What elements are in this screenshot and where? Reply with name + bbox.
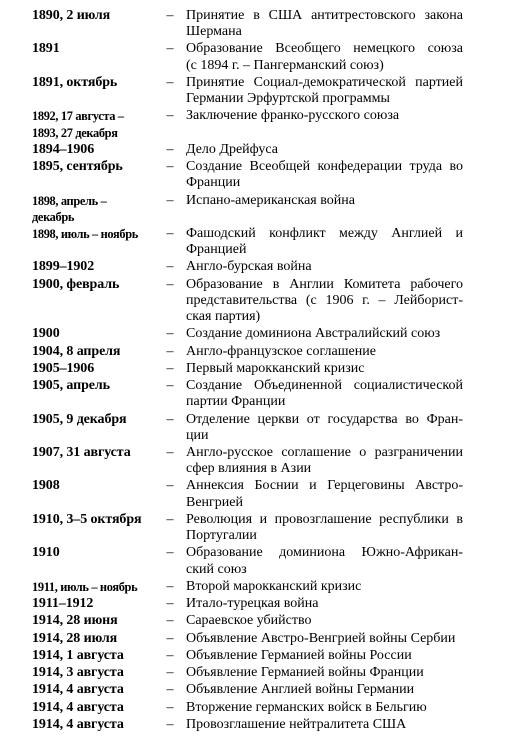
event-line: ский союз	[186, 561, 247, 577]
event-date: 1905, 9 декабря	[32, 411, 127, 427]
separator-dash: –	[166, 225, 174, 241]
event-description	[186, 717, 463, 733]
event-date: 1904, 8 апреля	[32, 343, 121, 359]
event-description	[186, 512, 463, 544]
event-date: 1911–1912	[32, 596, 94, 612]
event-description	[186, 631, 463, 647]
event-description	[186, 648, 463, 664]
event-date: 1914, 4 августа	[32, 716, 124, 732]
separator-dash: –	[166, 613, 174, 629]
separator-dash: –	[166, 578, 174, 594]
event-date: 1892, 17 августа – 1893, 27 декабря	[32, 109, 124, 140]
event-description	[186, 682, 463, 698]
chronology-row	[0, 648, 511, 664]
chronology-row	[0, 259, 511, 275]
event-date: 1914, 28 июня	[32, 613, 118, 629]
separator-dash: –	[166, 276, 174, 292]
chronology-row	[0, 613, 511, 629]
separator-dash: –	[166, 259, 174, 275]
event-line: Создание доминиона Австралийский союз	[186, 326, 441, 342]
chronology-row	[0, 8, 511, 40]
chronology-row	[0, 717, 511, 733]
event-description	[186, 596, 463, 612]
chronology-row	[0, 142, 511, 158]
chronology-row	[0, 326, 511, 342]
event-date: 1891	[32, 41, 60, 57]
chronology-row	[0, 108, 511, 140]
event-date: 1895, сентябрь	[32, 159, 123, 175]
event-line: Создание Объединенной социалистической	[186, 378, 463, 394]
event-line: Объявление Англией войны Германии	[186, 682, 415, 698]
event-line: Англо-русское соглашение о разграничении	[186, 444, 463, 460]
event-date: 1894–1906	[32, 141, 95, 157]
event-description	[186, 700, 463, 716]
event-line: Первый марокканский кризис	[186, 360, 365, 376]
event-date: 1907, 31 августа	[32, 444, 131, 460]
event-description	[186, 344, 463, 360]
event-description	[186, 445, 463, 477]
chronology-row	[0, 596, 511, 612]
event-line: Сараевское убийство	[186, 613, 312, 629]
separator-dash: –	[166, 378, 174, 394]
event-date: 1905–1906	[32, 360, 95, 376]
event-description	[186, 159, 463, 191]
separator-dash: –	[166, 716, 174, 732]
event-description	[186, 75, 463, 107]
separator-dash: –	[166, 108, 174, 124]
event-date: 1891, октябрь	[32, 74, 118, 90]
separator-dash: –	[166, 141, 174, 157]
chronology-row	[0, 412, 511, 444]
separator-dash: –	[166, 478, 174, 494]
event-date: 1914, 3 августа	[32, 665, 124, 681]
event-description	[186, 259, 463, 275]
event-line: Принятие в США антитрестовского закона	[186, 8, 463, 23]
separator-dash: –	[166, 41, 174, 57]
event-line: (с 1894 г. – Пангерманский союз)	[186, 57, 384, 73]
event-line: Вторжение германских войск в Бельгию	[186, 699, 427, 715]
event-line: Образование Всеобщего немецкого союза	[186, 41, 463, 57]
chronology-row	[0, 682, 511, 698]
event-date: 1914, 4 августа	[32, 699, 124, 715]
chronology-row	[0, 193, 511, 225]
event-line: Создание Всеобщей конфедерации труда во	[186, 159, 463, 175]
chronology-row	[0, 159, 511, 191]
chronology-row	[0, 665, 511, 681]
event-line: Фашодский конфликт между Англией и	[186, 225, 463, 241]
event-line: Заключение франко-русского союза	[186, 108, 400, 124]
separator-dash: –	[166, 343, 174, 359]
chronology-row	[0, 75, 511, 107]
event-date: 1905, апрель	[32, 378, 110, 394]
separator-dash: –	[166, 326, 174, 342]
event-date: 1890, 2 июля	[32, 8, 111, 23]
separator-dash: –	[166, 596, 174, 612]
event-line: Англо-бурская война	[186, 259, 312, 275]
event-description	[186, 277, 463, 326]
chronology-row	[0, 700, 511, 716]
chronology-row	[0, 545, 511, 577]
separator-dash: –	[166, 682, 174, 698]
separator-dash: –	[166, 159, 174, 175]
separator-dash: –	[166, 444, 174, 460]
separator-dash: –	[166, 360, 174, 376]
event-line: Образование в Англии Комитета рабочего	[186, 276, 463, 292]
chronology-table	[0, 8, 511, 733]
chronology-row	[0, 512, 511, 544]
event-line: представительства (с 1906 г. – Лейборист-	[186, 292, 463, 308]
event-date: 1910	[32, 545, 60, 561]
chronology-row	[0, 478, 511, 510]
event-line: Португалии	[186, 528, 257, 544]
chronology-row	[0, 41, 511, 73]
event-line: Итало-турецкая война	[186, 596, 319, 612]
separator-dash: –	[166, 74, 174, 90]
event-line: Образование доминиона Южно-Африкан-	[186, 545, 463, 561]
event-line: Англо-французское соглашение	[186, 343, 376, 359]
event-description	[186, 665, 463, 681]
separator-dash: –	[166, 665, 174, 681]
event-line: Испано-американская война	[186, 192, 355, 208]
separator-dash: –	[166, 630, 174, 646]
event-description	[186, 8, 463, 40]
event-date: 1910, 3–5 октября	[32, 511, 142, 527]
event-description	[186, 613, 463, 629]
separator-dash: –	[166, 192, 174, 208]
event-line: ции	[186, 427, 209, 443]
event-date: 1908	[32, 478, 60, 494]
event-line: Аннексия Боснии и Герцеговины Австро-	[186, 478, 463, 494]
event-description	[186, 378, 463, 410]
event-line: партии Франции	[186, 394, 286, 410]
separator-dash: –	[166, 8, 174, 23]
chronology-row	[0, 631, 511, 647]
event-line: Германии Эрфуртской программы	[186, 91, 390, 107]
event-line: Второй марокканский кризис	[186, 578, 362, 594]
event-description	[186, 226, 463, 258]
event-description	[186, 142, 463, 158]
separator-dash: –	[166, 545, 174, 561]
event-date: 1900	[32, 326, 60, 342]
chronology-row	[0, 445, 511, 477]
event-date: 1900, февраль	[32, 276, 120, 292]
chronology-row	[0, 378, 511, 410]
event-description	[186, 478, 463, 510]
event-description	[186, 41, 463, 73]
event-line: Шермана	[186, 24, 242, 40]
event-description	[186, 579, 463, 595]
event-date: 1914, 4 августа	[32, 682, 124, 698]
event-description	[186, 361, 463, 377]
event-line: Революция и провозглашение республики в	[186, 511, 463, 527]
event-date: 1898, апрель – декабрь	[32, 193, 107, 224]
event-date: 1898, июль – ноябрь	[32, 226, 138, 241]
event-line: Венгрией	[186, 494, 243, 510]
separator-dash: –	[166, 699, 174, 715]
chronology-row	[0, 579, 511, 595]
chronology-row	[0, 226, 511, 258]
event-line: Объявление Германией войны России	[186, 647, 412, 663]
event-description	[186, 412, 463, 444]
event-line: Объявление Австро-Венгрией войны Сербии	[186, 630, 456, 646]
event-line: сфер влияния в Азии	[186, 461, 312, 477]
event-line: Францией	[186, 242, 247, 258]
event-date: 1914, 1 августа	[32, 647, 124, 663]
event-line: Принятие Социал-демократической партией	[186, 74, 463, 90]
separator-dash: –	[166, 411, 174, 427]
event-description	[186, 108, 463, 124]
event-date: 1911, июль – ноябрь	[32, 579, 138, 594]
event-line: ская партия)	[186, 309, 261, 325]
separator-dash: –	[166, 511, 174, 527]
event-description	[186, 545, 463, 577]
chronology-row	[0, 361, 511, 377]
event-date: 1914, 28 июля	[32, 630, 118, 646]
separator-dash: –	[166, 647, 174, 663]
event-date: 1899–1902	[32, 259, 95, 275]
chronology-row	[0, 277, 511, 326]
event-description	[186, 326, 463, 342]
event-line: Отделение церкви от государства во Фран-	[186, 411, 463, 427]
event-description	[186, 193, 463, 209]
event-line: Объявление Германией войны Франции	[186, 665, 424, 681]
event-line: Франции	[186, 175, 241, 191]
chronology-row	[0, 344, 511, 360]
event-line: Провозглашение нейтралитета США	[186, 716, 407, 732]
event-line: Дело Дрейфуса	[186, 141, 278, 157]
